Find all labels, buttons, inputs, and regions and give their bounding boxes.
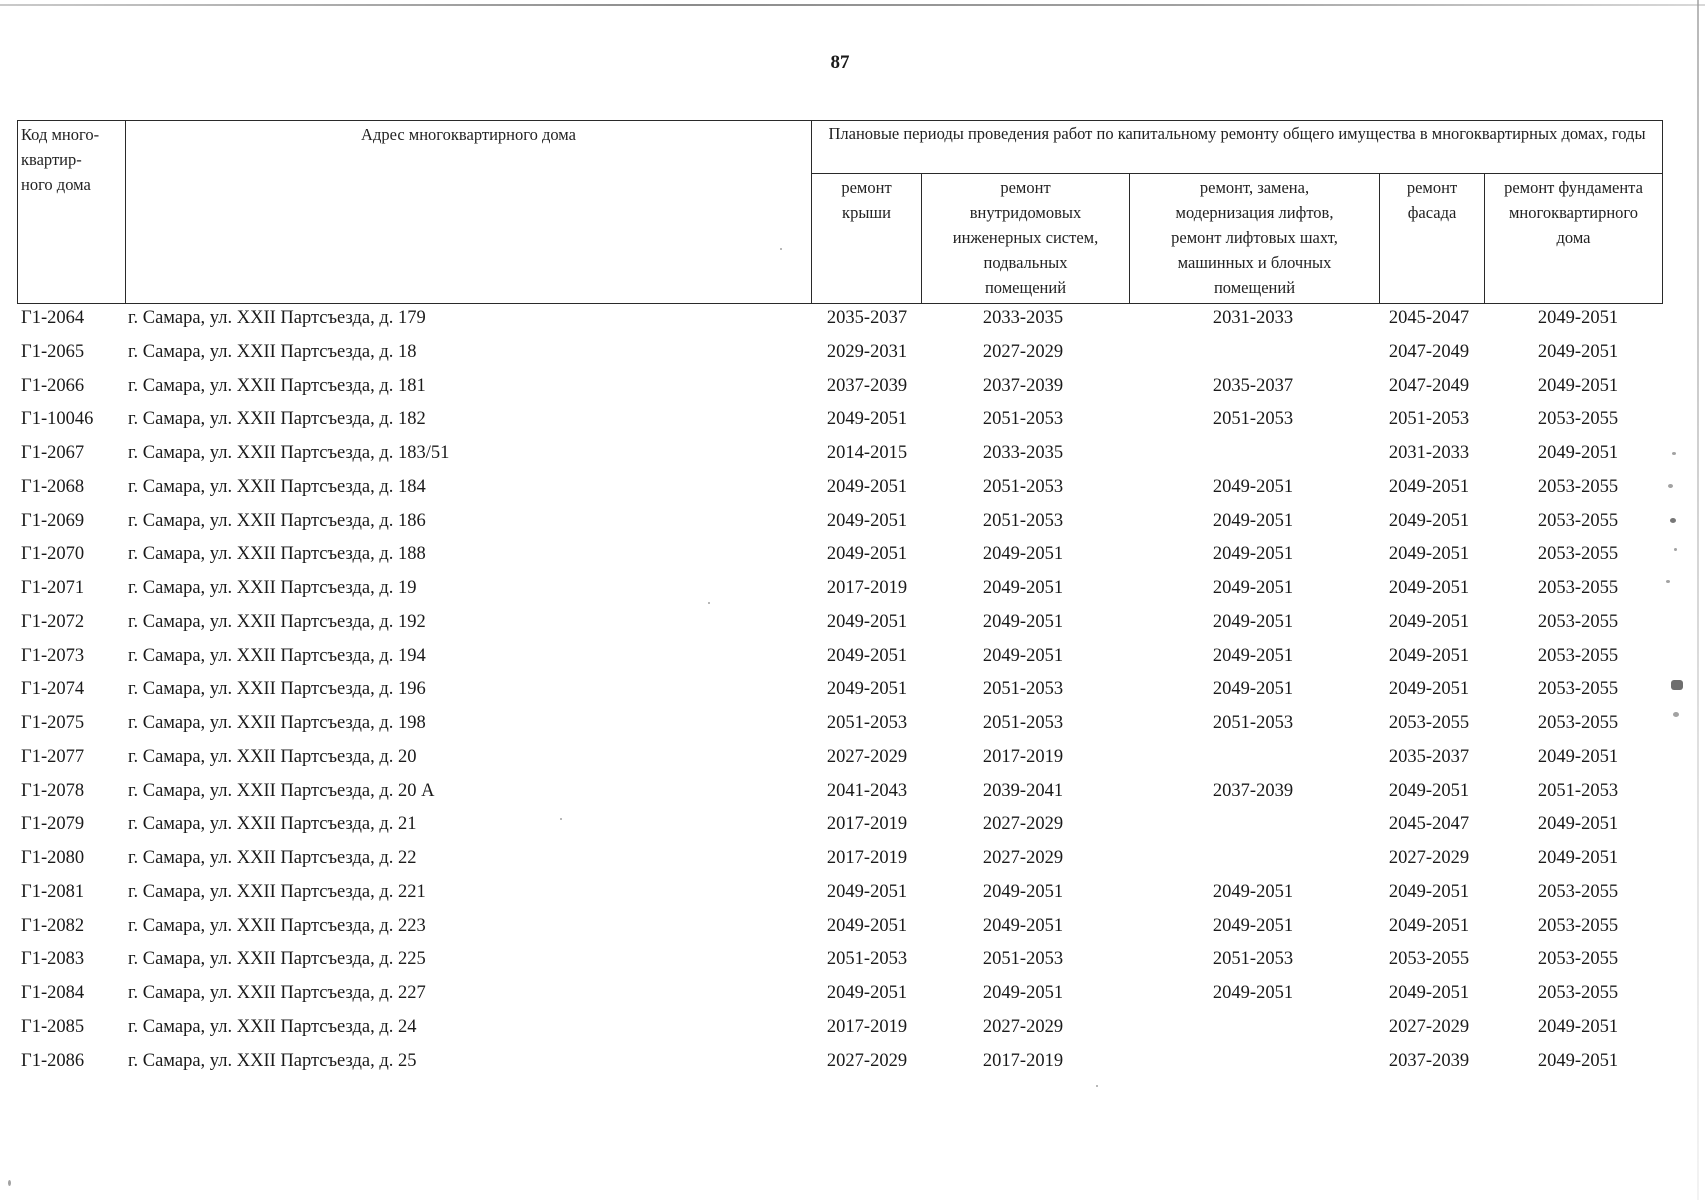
cell-foundation: 2053-2055 xyxy=(1537,510,1619,531)
cell-facade: 2049-2051 xyxy=(1388,915,1470,936)
cell-code: Г1-2078 xyxy=(21,780,85,801)
cell-foundation: 2049-2051 xyxy=(1537,848,1619,868)
scan-speck xyxy=(1096,1085,1098,1087)
cell-address: г. Самара, ул. XXII Партсъезда, д. 198 xyxy=(128,713,426,733)
table-row xyxy=(17,607,1662,641)
cell-facade: 2053-2055 xyxy=(1388,713,1470,733)
cell-engineering: 2037-2039 xyxy=(982,375,1064,396)
table-row xyxy=(17,404,1662,438)
cell-roof: 2049-2051 xyxy=(826,476,908,497)
cell-code: Г1-2086 xyxy=(21,1050,85,1071)
cell-foundation: 2049-2051 xyxy=(1537,814,1619,835)
table-row xyxy=(17,539,1662,573)
cell-address: г. Самара, ул. XXII Партсъезда, д. 20 А xyxy=(128,780,435,801)
cell-facade: 2049-2051 xyxy=(1388,645,1470,666)
table-row xyxy=(17,1046,1662,1080)
cell-code: Г1-2073 xyxy=(21,645,85,666)
cell-foundation: 2053-2055 xyxy=(1537,476,1619,497)
table-row xyxy=(17,573,1662,607)
table-row xyxy=(17,708,1662,742)
scan-speck xyxy=(1672,452,1676,455)
cell-address: г. Самара, ул. XXII Партсъезда, д. 184 xyxy=(128,476,426,497)
cell-facade: 2031-2033 xyxy=(1388,443,1470,463)
cell-roof: 2017-2019 xyxy=(826,848,908,868)
cell-roof: 2049-2051 xyxy=(826,679,908,700)
header-engineering xyxy=(922,174,1130,304)
cell-code: Г1-2070 xyxy=(21,544,85,565)
cell-code: Г1-2083 xyxy=(21,949,85,970)
cell-address: г. Самара, ул. XXII Партсъезда, д. 179 xyxy=(128,308,426,328)
header-roof xyxy=(812,174,922,304)
table-row xyxy=(17,742,1662,776)
header-repair-periods-label: Плановые периоды проведения работ по капитальному ремонту общего имущества в многоквартирных домах, годы xyxy=(828,124,1646,143)
cell-lifts: 2049-2051 xyxy=(1212,645,1294,666)
cell-engineering: 2017-2019 xyxy=(982,1050,1064,1071)
header-lifts xyxy=(1130,174,1380,304)
cell-address: г. Самара, ул. XXII Партсъезда, д. 21 xyxy=(128,814,417,835)
cell-engineering: 2049-2051 xyxy=(982,645,1064,666)
cell-foundation: 2049-2051 xyxy=(1537,375,1619,396)
cell-engineering: 2039-2041 xyxy=(982,780,1064,801)
cell-facade: 2053-2055 xyxy=(1388,949,1470,970)
cell-engineering: 2027-2029 xyxy=(982,341,1064,362)
header-address xyxy=(126,121,812,304)
cell-facade: 2047-2049 xyxy=(1388,375,1470,396)
cell-engineering: 2033-2035 xyxy=(982,443,1064,463)
table-row xyxy=(17,809,1662,843)
table-row xyxy=(17,843,1662,877)
cell-engineering: 2049-2051 xyxy=(982,983,1064,1003)
cell-foundation: 2053-2055 xyxy=(1537,915,1619,936)
header-facade-label: ремонт фасада xyxy=(1406,178,1458,222)
cell-foundation: 2053-2055 xyxy=(1537,983,1619,1003)
scan-speck xyxy=(8,1180,11,1186)
table-row xyxy=(17,1012,1662,1046)
cell-code: Г1-2085 xyxy=(21,1016,85,1037)
cell-engineering: 2049-2051 xyxy=(982,611,1064,632)
cell-lifts: 2049-2051 xyxy=(1212,881,1294,902)
table-row xyxy=(17,303,1662,337)
cell-roof: 2037-2039 xyxy=(826,375,908,396)
header-facade xyxy=(1380,174,1485,304)
cell-engineering: 2049-2051 xyxy=(982,915,1064,936)
cell-roof: 2014-2015 xyxy=(826,443,908,463)
cell-facade: 2049-2051 xyxy=(1388,611,1470,632)
cell-code: Г1-2067 xyxy=(21,443,85,463)
cell-lifts: 2049-2051 xyxy=(1212,578,1294,598)
table-row xyxy=(17,337,1662,371)
cell-roof: 2017-2019 xyxy=(826,814,908,835)
cell-code: Г1-2075 xyxy=(21,713,85,733)
cell-code: Г1-2072 xyxy=(21,611,85,632)
cell-lifts: 2049-2051 xyxy=(1212,983,1294,1003)
cell-engineering: 2049-2051 xyxy=(982,881,1064,902)
cell-address: г. Самара, ул. XXII Партсъезда, д. 196 xyxy=(128,679,426,700)
cell-foundation: 2053-2055 xyxy=(1537,679,1619,700)
cell-engineering: 2049-2051 xyxy=(982,544,1064,565)
table-row xyxy=(17,371,1662,405)
cell-address: г. Самара, ул. XXII Партсъезда, д. 182 xyxy=(128,409,426,430)
cell-address: г. Самара, ул. XXII Партсъезда, д. 188 xyxy=(128,544,426,565)
header-repair-periods xyxy=(812,121,1663,174)
cell-facade: 2045-2047 xyxy=(1388,308,1470,328)
cell-engineering: 2051-2053 xyxy=(982,679,1064,700)
cell-foundation: 2049-2051 xyxy=(1537,1016,1619,1037)
cell-address: г. Самара, ул. XXII Партсъезда, д. 186 xyxy=(128,510,426,531)
cell-facade: 2049-2051 xyxy=(1388,510,1470,531)
scan-speck xyxy=(1668,484,1673,488)
cell-facade: 2037-2039 xyxy=(1388,1050,1470,1071)
cell-code: Г1-2071 xyxy=(21,578,85,598)
cell-roof: 2051-2053 xyxy=(826,713,908,733)
cell-roof: 2027-2029 xyxy=(826,1050,908,1071)
header-lifts-label: ремонт, замена, модернизация лифтов, ремонт лифтовых шахт, машинных и блочных помещений xyxy=(1171,178,1338,297)
cell-address: г. Самара, ул. XXII Партсъезда, д. 192 xyxy=(128,611,426,632)
cell-foundation: 2049-2051 xyxy=(1537,1050,1619,1071)
cell-engineering: 2051-2053 xyxy=(982,476,1064,497)
cell-facade: 2049-2051 xyxy=(1388,476,1470,497)
cell-facade: 2049-2051 xyxy=(1388,881,1470,902)
cell-facade: 2049-2051 xyxy=(1388,983,1470,1003)
cell-engineering: 2049-2051 xyxy=(982,578,1064,598)
cell-lifts: 2049-2051 xyxy=(1212,915,1294,936)
cell-engineering: 2051-2053 xyxy=(982,510,1064,531)
cell-lifts: 2051-2053 xyxy=(1212,409,1294,430)
cell-lifts: 2049-2051 xyxy=(1212,476,1294,497)
cell-address: г. Самара, ул. XXII Партсъезда, д. 221 xyxy=(128,881,426,902)
cell-facade: 2049-2051 xyxy=(1388,544,1470,565)
cell-facade: 2027-2029 xyxy=(1388,1016,1470,1037)
cell-address: г. Самара, ул. XXII Партсъезда, д. 19 xyxy=(128,578,417,598)
cell-roof: 2017-2019 xyxy=(826,578,908,598)
cell-foundation: 2053-2055 xyxy=(1537,713,1619,733)
cell-code: Г1-2080 xyxy=(21,848,85,868)
table-body xyxy=(17,303,1662,1079)
header-foundation xyxy=(1485,174,1663,304)
scan-speck xyxy=(1674,548,1677,551)
cell-engineering: 2027-2029 xyxy=(982,814,1064,835)
header-roof-label: ремонт крыши xyxy=(841,178,892,222)
cell-roof: 2049-2051 xyxy=(826,645,908,666)
scan-speck xyxy=(1670,518,1676,523)
cell-roof: 2035-2037 xyxy=(826,308,908,328)
cell-engineering: 2027-2029 xyxy=(982,1016,1064,1037)
cell-address: г. Самара, ул. XXII Партсъезда, д. 227 xyxy=(128,983,426,1003)
cell-roof: 2051-2053 xyxy=(826,949,908,970)
scan-speck xyxy=(1671,680,1683,690)
table-row xyxy=(17,944,1662,978)
cell-facade: 2049-2051 xyxy=(1388,679,1470,700)
header-code-label: Код много- квартир- ного дома xyxy=(21,125,100,194)
cell-roof: 2049-2051 xyxy=(826,409,908,430)
cell-code: Г1-2074 xyxy=(21,679,85,700)
cell-engineering: 2051-2053 xyxy=(982,409,1064,430)
cell-code: Г1-2082 xyxy=(21,915,85,936)
cell-address: г. Самара, ул. XXII Партсъезда, д. 22 xyxy=(128,848,417,868)
cell-foundation: 2049-2051 xyxy=(1537,341,1619,362)
cell-code: Г1-2065 xyxy=(21,341,85,362)
cell-roof: 2049-2051 xyxy=(826,611,908,632)
cell-code: Г1-2077 xyxy=(21,746,85,767)
table-header xyxy=(17,120,1663,304)
table-row xyxy=(17,438,1662,472)
cell-foundation: 2053-2055 xyxy=(1537,949,1619,970)
cell-code: Г1-2068 xyxy=(21,476,85,497)
cell-lifts: 2049-2051 xyxy=(1212,510,1294,531)
cell-facade: 2027-2029 xyxy=(1388,848,1470,868)
cell-address: г. Самара, ул. XXII Партсъезда, д. 25 xyxy=(128,1050,417,1071)
header-foundation-label: ремонт фундамента многоквартирного дома xyxy=(1504,178,1643,247)
cell-roof: 2049-2051 xyxy=(826,544,908,565)
cell-address: г. Самара, ул. XXII Партсъезда, д. 225 xyxy=(128,949,426,970)
cell-lifts: 2037-2039 xyxy=(1212,780,1294,801)
cell-foundation: 2049-2051 xyxy=(1537,443,1619,463)
cell-code: Г1-2079 xyxy=(21,814,85,835)
header-engineering-label: ремонт внутридомовых инженерных систем, подвальных помещений xyxy=(952,178,1099,297)
cell-code: Г1-2064 xyxy=(21,308,85,328)
scan-speck xyxy=(780,248,782,250)
scan-speck xyxy=(708,602,710,604)
cell-foundation: 2053-2055 xyxy=(1537,578,1619,598)
cell-code: Г1-2084 xyxy=(21,983,85,1003)
cell-code: Г1-2066 xyxy=(21,375,85,396)
cell-address: г. Самара, ул. XXII Партсъезда, д. 20 xyxy=(128,746,417,767)
cell-facade: 2049-2051 xyxy=(1388,780,1470,801)
cell-lifts: 2031-2033 xyxy=(1212,308,1294,328)
table-row xyxy=(17,674,1662,708)
cell-address: г. Самара, ул. XXII Партсъезда, д. 194 xyxy=(128,645,426,666)
table-row xyxy=(17,506,1662,540)
cell-lifts: 2051-2053 xyxy=(1212,949,1294,970)
cell-address: г. Самара, ул. XXII Партсъезда, д. 223 xyxy=(128,915,426,936)
scan-speck xyxy=(560,818,562,820)
cell-roof: 2041-2043 xyxy=(826,780,908,801)
table-row xyxy=(17,472,1662,506)
cell-engineering: 2027-2029 xyxy=(982,848,1064,868)
cell-facade: 2045-2047 xyxy=(1388,814,1470,835)
scan-speck xyxy=(1666,580,1670,583)
cell-address: г. Самара, ул. XXII Партсъезда, д. 24 xyxy=(128,1016,417,1037)
cell-foundation: 2053-2055 xyxy=(1537,544,1619,565)
cell-engineering: 2017-2019 xyxy=(982,746,1064,767)
table-row xyxy=(17,877,1662,911)
cell-lifts: 2049-2051 xyxy=(1212,679,1294,700)
cell-roof: 2049-2051 xyxy=(826,915,908,936)
header-code xyxy=(18,121,126,304)
cell-facade: 2049-2051 xyxy=(1388,578,1470,598)
cell-foundation: 2049-2051 xyxy=(1537,308,1619,328)
table-row xyxy=(17,641,1662,675)
scan-right-edge xyxy=(1697,0,1699,1200)
cell-engineering: 2051-2053 xyxy=(982,713,1064,733)
cell-facade: 2035-2037 xyxy=(1388,746,1470,767)
cell-address: г. Самара, ул. XXII Партсъезда, д. 181 xyxy=(128,375,426,396)
cell-roof: 2027-2029 xyxy=(826,746,908,767)
cell-lifts: 2049-2051 xyxy=(1212,544,1294,565)
cell-facade: 2051-2053 xyxy=(1388,409,1470,430)
cell-roof: 2049-2051 xyxy=(826,510,908,531)
cell-address: г. Самара, ул. XXII Партсъезда, д. 183/51 xyxy=(128,443,450,463)
cell-foundation: 2053-2055 xyxy=(1537,611,1619,632)
scan-top-edge xyxy=(0,4,1705,6)
cell-foundation: 2053-2055 xyxy=(1537,645,1619,666)
cell-foundation: 2051-2053 xyxy=(1537,780,1619,801)
cell-code: Г1-10046 xyxy=(21,409,94,430)
cell-foundation: 2053-2055 xyxy=(1537,881,1619,902)
cell-lifts: 2035-2037 xyxy=(1212,375,1294,396)
cell-facade: 2047-2049 xyxy=(1388,341,1470,362)
table-row xyxy=(17,776,1662,810)
cell-roof: 2017-2019 xyxy=(826,1016,908,1037)
cell-code: Г1-2081 xyxy=(21,881,85,902)
cell-roof: 2049-2051 xyxy=(826,983,908,1003)
cell-code: Г1-2069 xyxy=(21,510,85,531)
cell-roof: 2049-2051 xyxy=(826,881,908,902)
cell-engineering: 2051-2053 xyxy=(982,949,1064,970)
cell-address: г. Самара, ул. XXII Партсъезда, д. 18 xyxy=(128,341,417,362)
table-row xyxy=(17,911,1662,945)
table-row xyxy=(17,978,1662,1012)
cell-lifts: 2051-2053 xyxy=(1212,713,1294,733)
header-address-label: Адрес многоквартирного дома xyxy=(361,125,576,144)
cell-foundation: 2049-2051 xyxy=(1537,746,1619,767)
cell-lifts: 2049-2051 xyxy=(1212,611,1294,632)
cell-engineering: 2033-2035 xyxy=(982,308,1064,328)
cell-roof: 2029-2031 xyxy=(826,341,908,362)
scan-speck xyxy=(1673,712,1679,717)
cell-foundation: 2053-2055 xyxy=(1537,409,1619,430)
page-number: 87 xyxy=(830,52,850,73)
